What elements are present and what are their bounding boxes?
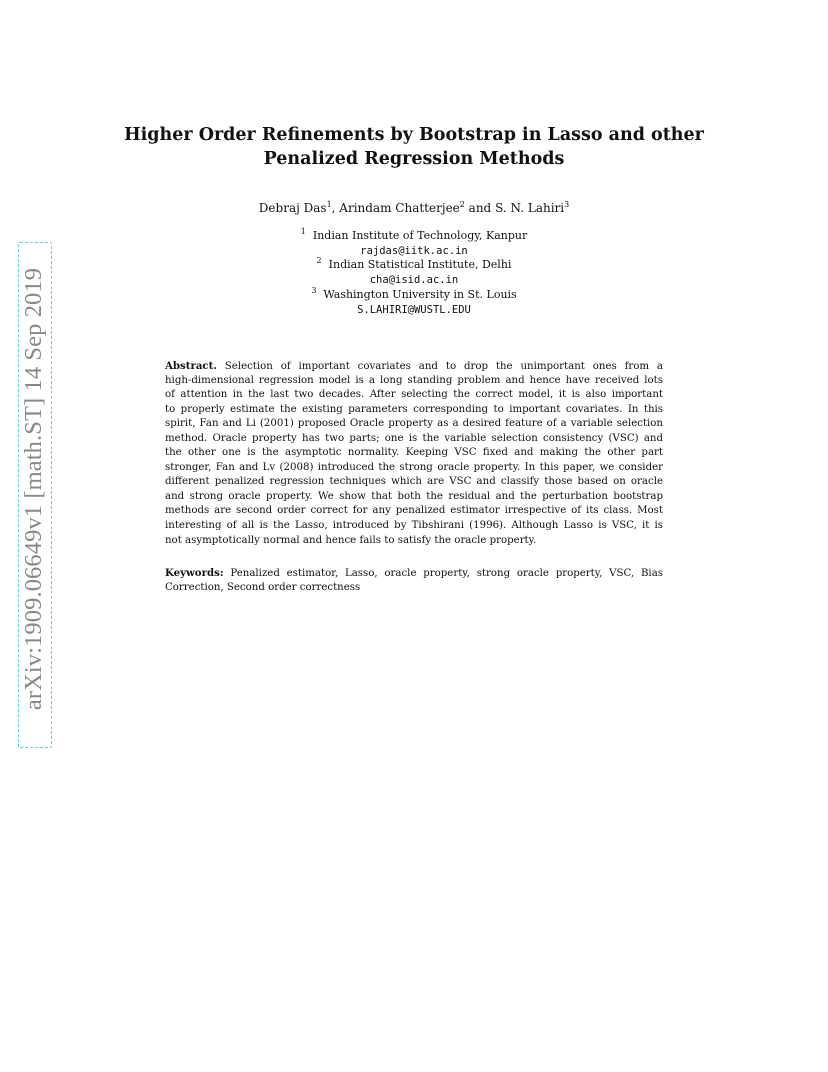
paper-title-line-2: Penalized Regression Methods [263,149,565,169]
affiliation-mark: 1 [300,227,306,236]
affiliation-institution: Washington University in St. Louis [323,288,517,301]
paper-title-line-1: Higher Order Refinements by Bootstrap in Lasso and other [124,125,704,145]
arxiv-identifier[interactable]: arXiv:1909.06649v1 [math.ST] 14 Sep 2019 [20,267,47,711]
keywords-label: Keywords: [165,567,224,579]
affiliation-1 [200,229,628,243]
abstract-line: interesting of all is the Lasso, introduced by Tibshirani (1996). Although Lasso is VSC, it is [165,520,663,532]
author-name: Arindam Chatterjee [339,201,460,215]
abstract-line: not asymptotically normal and hence fails to satisfy the oracle property. [165,534,537,546]
affiliation-2-email[interactable]: cha@isid.ac.in [369,274,459,286]
author-affiliation-mark: 2 [459,200,465,209]
abstract-line: high-dimensional regression model is a long standing problem and hence have received lots [165,374,663,386]
abstract-line: of attention in the last two decades. After selecting the correct model, it is also important [165,389,663,401]
abstract-line: and strong oracle property. We show that both the residual and the perturbation bootstrap [165,490,663,502]
affiliation-3-email[interactable]: S.LAHIRI@WUSTL.EDU [357,304,471,316]
abstract-line: different penalized regression techniques which are VSC and classify those based on oracle [165,476,663,488]
author-separator: , [331,201,340,215]
keywords-line: Keywords: Penalized estimator, Lasso, oracle property, strong oracle property, VSC, Bias [165,567,663,579]
affiliation-institution: Indian Statistical Institute, Delhi [328,258,512,271]
affiliation-2 [200,258,628,272]
abstract-line: methods are second order correct for any penalized estimator irrespective of its class. Most [165,505,663,517]
author-separator: and [464,201,496,215]
keywords-line: Correction, Second order correctness [165,581,361,593]
abstract-line: the other one is the asymptotic normality. Keeping VSC fixed and making the other part [165,447,663,459]
abstract-label: Abstract. [165,360,217,372]
author-list [150,200,678,216]
author-affiliation-mark: 3 [564,200,570,209]
author-name: S. N. Lahiri [495,201,565,215]
affiliation-3 [200,288,628,302]
paper-title [110,123,718,171]
keywords [165,566,663,595]
affiliation-institution: Indian Institute of Technology, Kanpur [312,229,528,242]
abstract-line: Abstract. Selection of important covariates and to drop the unimportant ones from a [165,360,663,372]
author-name: Debraj Das [258,201,327,215]
abstract-line: spirit, Fan and Li (2001) proposed Oracle property as a desired feature of a variable selection [165,418,663,430]
affiliation-1-email[interactable]: rajdas@iitk.ac.in [360,245,468,257]
abstract [165,359,663,548]
abstract-line: method. Oracle property has two parts; one is the variable selection consistency (VSC) and [165,432,663,444]
affiliation-mark: 3 [311,286,317,295]
abstract-line: to properly estimate the existing parameters corresponding to important covariates. In this [165,403,663,415]
abstract-line: stronger, Fan and Lv (2008) introduced the strong oracle property. In this paper, we consider [165,461,663,473]
affiliation-mark: 2 [316,256,322,265]
author-affiliation-mark: 1 [326,200,332,209]
